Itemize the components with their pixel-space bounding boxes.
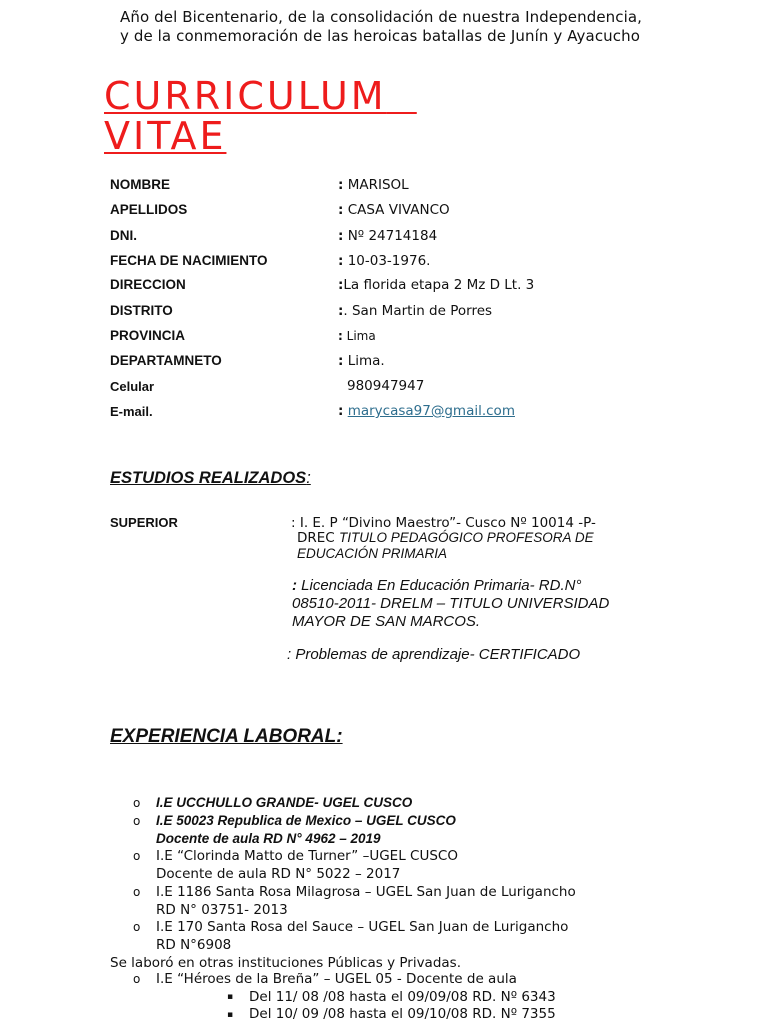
label-dni: DNI. bbox=[110, 228, 137, 243]
label-email: E-mail. bbox=[110, 404, 153, 419]
email-link[interactable]: marycasa97@gmail.com bbox=[347, 403, 515, 419]
cv-title-line-2: VITAE bbox=[104, 114, 227, 158]
label-direccion: DIRECCION bbox=[110, 277, 186, 292]
square-bullet: ▪ bbox=[227, 992, 234, 1002]
list-bullet: o bbox=[133, 814, 141, 828]
label-apellidos: APELLIDOS bbox=[110, 202, 188, 217]
other-institution-item: I.E “Héroes de la Breña” – UGEL 05 - Docente de aula bbox=[156, 971, 517, 987]
experience-item-5-detail: RD N°6908 bbox=[156, 937, 232, 953]
label-distrito: DISTRITO bbox=[110, 303, 173, 318]
study-entry-1-line-3: EDUCACIÓN PRIMARIA bbox=[297, 546, 448, 561]
value-celular: 980947947 bbox=[347, 378, 425, 394]
value-nombre: : MARISOL bbox=[338, 177, 409, 193]
list-bullet: o bbox=[133, 920, 141, 934]
value-provincia: : Lima bbox=[338, 329, 376, 343]
experience-item-5: I.E 170 Santa Rosa del Sauce – UGEL San Juan de Lurigancho bbox=[156, 919, 569, 935]
experience-heading: EXPERIENCIA LABORAL: bbox=[110, 726, 343, 747]
study-entry-2-line-3: MAYOR DE SAN MARCOS. bbox=[292, 613, 481, 630]
sub-item-2: Del 10/ 09 /08 hasta el 09/10/08 RD. Nº 7355 bbox=[249, 1006, 556, 1022]
label-superior: SUPERIOR bbox=[110, 515, 178, 530]
study-entry-1-line-2: DREC TITULO PEDAGÓGICO PROFESORA DE bbox=[297, 530, 594, 546]
studies-heading: ESTUDIOS REALIZADOS: bbox=[110, 469, 311, 487]
study-entry-3: : Problemas de aprendizaje- CERTIFICADO bbox=[287, 646, 581, 663]
list-bullet: o bbox=[133, 885, 141, 899]
label-fecha-nacimiento: FECHA DE NACIMIENTO bbox=[110, 253, 268, 268]
label-celular: Celular bbox=[110, 379, 155, 394]
experience-item-2-detail: Docente de aula RD N° 4962 – 2019 bbox=[156, 831, 381, 846]
list-bullet: o bbox=[133, 849, 141, 863]
cv-title-line-1: CURRICULUM bbox=[104, 74, 387, 118]
experience-item-3-detail: Docente de aula RD N° 5022 – 2017 bbox=[156, 866, 401, 882]
value-email: : marycasa97@gmail.com bbox=[338, 403, 515, 419]
value-apellidos: : CASA VIVANCO bbox=[338, 202, 450, 218]
experience-item-1: I.E UCCHULLO GRANDE- UGEL CUSCO bbox=[156, 795, 413, 810]
value-departamento: : Lima. bbox=[338, 353, 385, 369]
study-entry-2-line-1: : Licenciada En Educación Primaria- RD.N° bbox=[292, 577, 582, 594]
square-bullet: ▪ bbox=[227, 1010, 234, 1020]
label-departamento: DEPARTAMNETO bbox=[110, 353, 222, 368]
list-bullet: o bbox=[133, 972, 141, 986]
header-line-1: Año del Bicentenario, de la consolidación de nuestra Independencia, bbox=[120, 8, 643, 26]
header-line-2: y de la conmemoración de las heroicas batallas de Junín y Ayacucho bbox=[120, 27, 641, 45]
value-direccion: :La florida etapa 2 Mz D Lt. 3 bbox=[338, 277, 535, 293]
label-provincia: PROVINCIA bbox=[110, 328, 186, 343]
value-dni: : Nº 24714184 bbox=[338, 228, 438, 244]
study-entry-2-line-2: 08510-2011- DRELM – TITULO UNIVERSIDAD bbox=[292, 595, 610, 612]
experience-item-4-detail: RD N° 03751- 2013 bbox=[156, 902, 288, 918]
label-nombre: NOMBRE bbox=[110, 177, 170, 192]
study-entry-1-line-1: : I. E. P “Divino Maestro”- Cusco Nº 10014 -P- bbox=[291, 515, 596, 531]
value-fecha-nacimiento: : 10-03-1976. bbox=[338, 253, 431, 269]
list-bullet: o bbox=[133, 796, 141, 810]
experience-item-2: I.E 50023 Republica de Mexico – UGEL CUSCO bbox=[156, 813, 456, 828]
experience-item-4: I.E 1186 Santa Rosa Milagrosa – UGEL San Juan de Lurigancho bbox=[156, 884, 576, 900]
other-institutions-note: Se laboró en otras instituciones Públicas y Privadas. bbox=[110, 955, 461, 971]
sub-item-1: Del 11/ 08 /08 hasta el 09/09/08 RD. Nº 6343 bbox=[249, 989, 556, 1005]
experience-item-3: I.E “Clorinda Matto de Turner” –UGEL CUSCO bbox=[156, 848, 458, 864]
value-distrito: :. San Martin de Porres bbox=[338, 303, 493, 319]
